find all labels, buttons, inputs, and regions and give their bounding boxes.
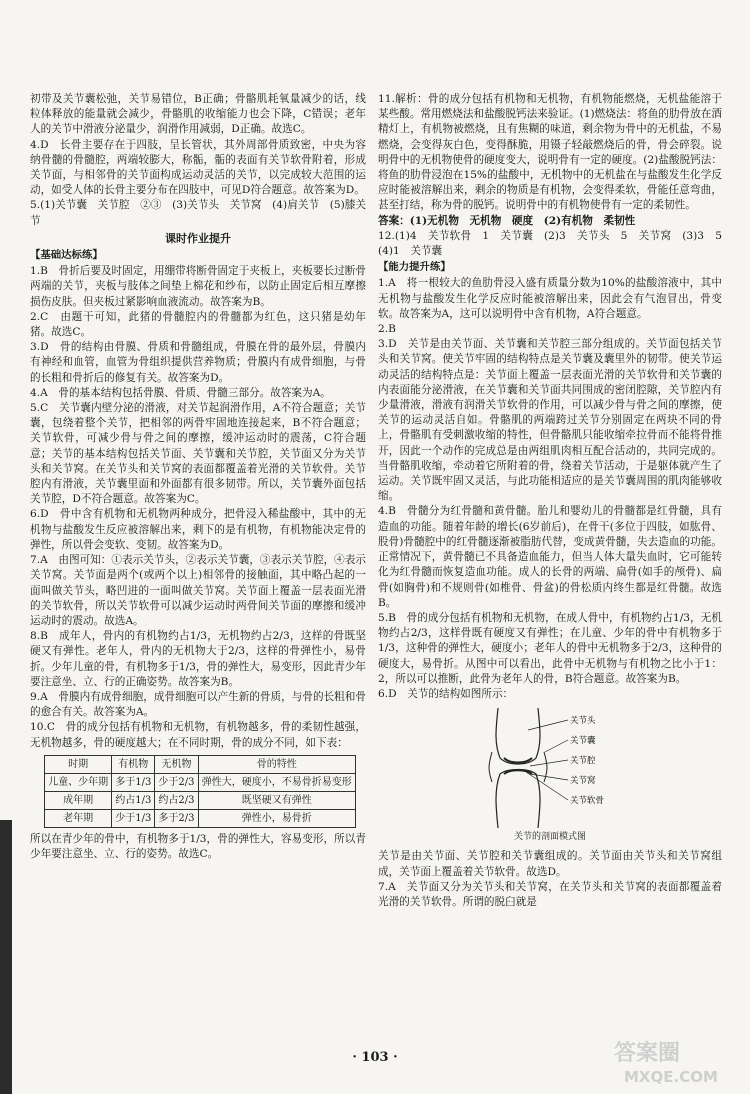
- right-answers-11: [378, 92, 722, 214]
- ability-section-label: 【能力提升练】: [378, 261, 451, 274]
- joint-diagram-svg: [468, 708, 628, 828]
- figure-caption: 关节的剖面模式图: [513, 832, 586, 843]
- table-cell: 约占1/3: [112, 791, 155, 809]
- left-column: [30, 92, 366, 862]
- figure-label-joint-socket: 关节窝: [570, 776, 596, 787]
- table-header-cell: 有机物: [112, 755, 155, 773]
- answer-paragraph: 5.C 关节囊内壁分泌的滑液，对关节起润滑作用，A不符合题意；关节囊，包绕着整个关节，把相邻的两骨牢固地连接起来，B不符合题意；关节软骨，可减少骨与骨之间的摩擦，缓冲运动时的震荡，C符合题意；关节的基本结构包括关节面、关节囊和关节腔，关节面又分为关节头和关节窝。在关节头和关节窝的表面都覆盖着光滑的关节软骨。关节腔内有滑液，关节囊里面和外面都有很多韧带。所以，关节囊外面包括关节腔，D不符合题意。故答案为C。: [30, 402, 366, 506]
- table-row: [45, 791, 356, 809]
- basic-section-label: 【基础达标练】: [30, 249, 103, 262]
- answer-paragraph: 6.D 关节的结构如图所示：: [378, 687, 514, 700]
- table-cell: 既坚硬又有弹性: [198, 791, 355, 809]
- answer-paragraph: 1.B 骨折后要及时固定，用绷带将断骨固定于夹板上，夹板要长过断骨两端的关节，夹板与肢体之间垫上棉花和纱布，以防止固定后相互摩擦损伤皮肤。但夹板过紧影响血液流动。故答案为B。: [30, 265, 366, 308]
- answer-paragraph: 初带及关节囊松弛，关节易错位，B正确；骨骼肌耗氧量减少的话，线粒体释放的能量就会减少，骨骼肌的收缩能力也会下降，C错误；老年人的关节中滑液分泌量少，润滑作用减弱，D正确。故选C。: [30, 93, 366, 136]
- table-cell: 多于1/3: [112, 773, 155, 791]
- table-cell: 儿童、少年期: [45, 773, 112, 791]
- answer-paragraph: 5.(1)关节囊 关节腔 ②③ (3)关节头 关节窝 (4)肩关节 (5)膝关节: [30, 199, 366, 227]
- answer-paragraph: 3.D 关节是由关节面、关节囊和关节腔三部分组成的。关节面包括关节头和关节窝。使关节牢固的结构特点是关节囊及囊里外的韧带。使关节运动灵活的结构特点是：关节面上覆盖一层表面光滑的关节软骨和关节囊的内表面能分泌滑液，在关节囊和关节面共同围成的密闭腔隙，关节腔内有少量滑液，滑液有润滑关节软骨的作用，可以减少骨与骨之间的摩擦，使关节的运动灵活自如。骨骼肌的两端跨过关节分别固定在两块不同的骨上，骨骼肌有受刺激收缩的特性，但骨骼肌只能收缩牵拉骨而不能将骨推开，因此一个动作的完成总是由两组肌肉相互配合活动的，共同完成的。当骨骼肌收缩，牵动着它所附着的骨，绕着关节活动，于是躯体就产生了运动。关节既牢固又灵活，与此功能相适应的是关节囊周围的肌肉能够收缩。: [378, 338, 722, 503]
- page-number: · 103 ·: [352, 1050, 398, 1065]
- answer-paragraph: 1.A 将一根较大的鱼肋骨浸入盛有质量分数为10%的盐酸溶液中，其中无机物与盐酸发生化学反应时能被溶解出来，因此会有气泡冒出，骨变软。故答案为A，这可以说明骨中含有机物，A符合题意。: [378, 277, 722, 320]
- answer-paragraph: 2.C 由题干可知，此猪的骨髓腔内的骨髓都为红色，这只猪是幼年猪。故选C。: [30, 310, 366, 339]
- table-cell: 约占2/3: [155, 791, 198, 809]
- table-cell: 弹性大，硬度小，不易骨折易变形: [198, 773, 355, 791]
- answer-paragraph: 2.B: [378, 323, 396, 336]
- table-cell: 成年期: [45, 791, 112, 809]
- answer-paragraph: 7.A 由图可知：①表示关节头，②表示关节囊，③表示关节腔，④表示关节窝。关节面是两个(或两个以上)相邻骨的接触面，其中略凸起的一面叫做关节头，略凹进的一面叫做关节窝。关节面上覆盖一层表面光滑的关节软骨，所以关节软骨可以减少运动时两骨间关节面的摩擦和缓冲运动时的震动。故选A。: [30, 554, 366, 627]
- table-header-cell: 无机物: [155, 755, 198, 773]
- basic-answers: [30, 264, 366, 751]
- table-header-row: [45, 755, 356, 773]
- answer-paragraph: 9.A 骨膜内有成骨细胞，成骨细胞可以产生新的骨质，与骨的长粗和骨的愈合有关。故答案为A。: [30, 690, 366, 719]
- question-12: 12.(1)4 关节软骨 1 关节囊 (2)3 关节头 5 关节窝 (3)3 5 (4)1 关节囊: [378, 229, 733, 258]
- watermark-url: MXQE.COM: [624, 1068, 718, 1086]
- answer-paragraph: 4.A 骨的基本结构包括骨膜、骨质、骨髓三部分。故答案为A。: [30, 386, 331, 399]
- table-cell: 少于1/3: [112, 809, 155, 827]
- answer-line: 答案：(1)无机物 无机物 硬度 (2)有机物 柔韧性: [378, 214, 636, 227]
- answer-paragraph: 6.D 骨中含有机物和无机物两种成分，把骨浸入稀盐酸中，其中的无机物与盐酸发生反应被溶解出来，剩下的是有机物，有机物能决定骨的弹性，所以骨会变软、变韧。故答案为D。: [30, 508, 366, 551]
- figure-label-joint-capsule: 关节囊: [570, 736, 596, 747]
- table-row: [45, 809, 356, 827]
- answer-paragraph: 7.A 关节面又分为关节头和关节窝，在关节头和关节窝的表面都覆盖着光滑的关节软骨。所谓的脱臼就是: [378, 880, 722, 908]
- table-cell: 老年期: [45, 809, 112, 827]
- table-body: [45, 773, 356, 827]
- ability-answers: [378, 276, 722, 702]
- right-answers-tail: [378, 849, 722, 910]
- answer-paragraph: 3.D 骨的结构由骨膜、骨质和骨髓组成，骨膜在骨的最外层，骨膜内有神经和血管，血管为骨组织提供营养物质；骨膜内有成骨细胞，与骨的长粗和骨折后的修复有关。故答案为D。: [30, 341, 366, 384]
- joint-diagram: [468, 708, 628, 828]
- figure-label-articular-cartilage: 关节软骨: [570, 796, 605, 807]
- left-top-paragraphs: [30, 92, 366, 229]
- table-row: [45, 773, 356, 791]
- table-header-cell: 时期: [45, 755, 112, 773]
- right-column: [378, 92, 733, 910]
- figure-label-joint-cavity: 关节腔: [570, 756, 596, 767]
- after-table-text: 所以在青少年的骨中，有机物多于1/3，骨的弹性大，容易变形，所以青少年要注意坐、立、行的姿势。故选C。: [30, 832, 366, 860]
- figure-label-joint-head: 关节头: [570, 716, 596, 727]
- answer-paragraph: 8.B 成年人，骨内的有机物约占1/3，无机物约占2/3，这样的骨既坚硬又有弹性。老年人，骨内的无机物大于2/3，这样的骨弹性小，易骨折。少年儿童的骨，有机物多于1/3，骨的弹性大，易变形，因此青少年要注意坐、立、行的正确姿势。故答案为B。: [30, 630, 366, 688]
- table-cell: 多于2/3: [155, 809, 198, 827]
- answer-paragraph: 4.D 长骨主要存在于四肢，呈长管状，其外周部骨质致密，中央为容纳骨髓的骨髓腔，两端较膨大，称骺，骺的表面有关节软骨附着，形成关节面，与相邻骨的关节面构成运动灵活的关节，以完成较大范围的运动，如受人体的长骨主要分布在四肢中，可见D符合题意。故答案为D。: [30, 138, 366, 197]
- bone-composition-table: [44, 755, 356, 828]
- answer-paragraph: 4.B 骨髓分为红骨髓和黄骨髓。胎儿和婴幼儿的骨髓都是红骨髓，具有造血的功能。随着年龄的增长(6岁前后)，在骨干(多位于四肢，如肱骨、股骨)骨髓腔中的红骨髓逐渐被脂肪代替，变成黄骨髓，失去造血的功能。正常情况下，黄骨髓已不具备造血能力，但当人体大量失血时，它可能转化为红骨髓而恢复造血功能。成人的长骨的两端、扁骨(如手的颅骨)、扁骨(如胸骨)和不规则骨(如椎骨、骨盆)的骨松质内终生都是红骨髓。故选B。: [378, 505, 722, 609]
- section-title: 课时作业提升: [165, 231, 231, 245]
- table-cell: 少于2/3: [155, 773, 198, 791]
- watermark-svg: [610, 1030, 740, 1090]
- watermark-text: 答案圈: [614, 1041, 681, 1066]
- answer-paragraph: 11.解析：骨的成分包括有机物和无机物，有机物能燃烧，无机盐能溶于某些酸。常用燃烧法和盐酸脱钙法来验证。(1)燃烧法：将鱼的肋骨放在酒精灯上，有机物被燃烧，且有焦糊的味道，剩余物为骨中的无机盐，不易燃烧，会变得灰白色，变得酥脆，用镊子轻敲燃烧后的骨，骨会碎裂。说明骨中的无机物使骨的硬度变大，说明骨有一定的硬度。(2)盐酸脱钙法：将鱼的肋骨浸泡在15%的盐酸中，无机物中的无机盐在与盐酸发生化学反应时能被溶解出来，剩余的物质是有机物，会变得柔软，骨能任意弯曲，甚至打结，称为骨的脱钙。说明骨中的有机物使骨有一定的柔韧性。: [378, 93, 722, 212]
- table-cell: 弹性小，易骨折: [198, 809, 355, 827]
- watermark-logo: [610, 1030, 740, 1090]
- table-header-cell: 骨的特性: [198, 755, 355, 773]
- answer-paragraph: 10.C 骨的成分包括有机物和无机物，有机物越多，骨的柔韧性越强，无机物越多，骨的硬度越大；在不同时期，骨的成分不同，如下表：: [30, 721, 366, 749]
- answer-paragraph: 关节是由关节面、关节腔和关节囊组成的。关节面由关节头和关节窝组成，关节面上覆盖着关节软骨。故选D。: [378, 850, 722, 878]
- answer-paragraph: 5.B 骨的成分包括有机物和无机物，在成人骨中，有机物约占1/3，无机物约占2/3，这样骨既有硬度又有弹性；在儿童、少年的骨中有机物多于1/3，这种骨的弹性大，硬度小；老年人的骨中无机物多于2/3，这种骨的硬度大，易骨折。从图中可以看出，此骨中无机物与有机物之比小于1：2，所以可以推断，此骨为老年人的骨，B符合题意。故答案为B。: [378, 611, 722, 685]
